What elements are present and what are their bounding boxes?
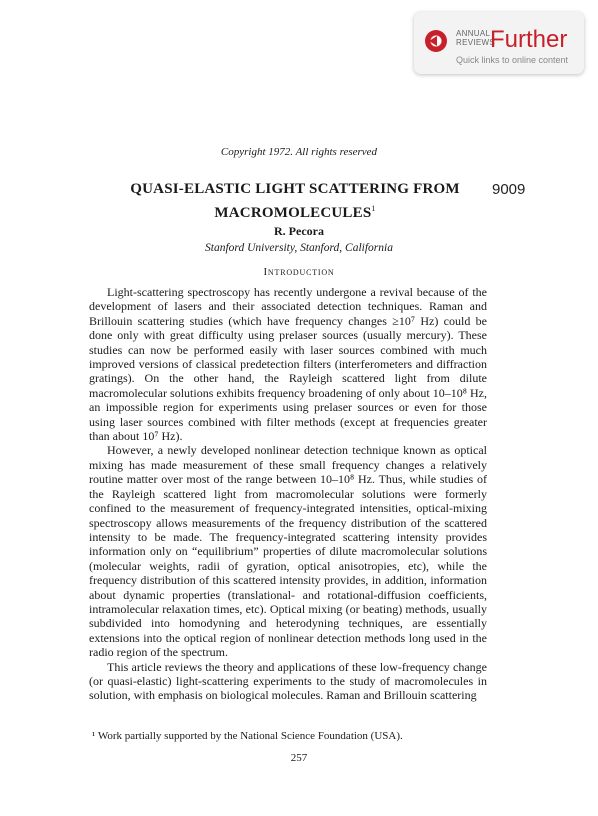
annual-reviews-further-badge[interactable] xyxy=(414,12,584,74)
copyright-notice: Copyright 1972. All rights reserved xyxy=(220,146,378,158)
author-affiliation: Stanford University, Stanford, California xyxy=(205,242,393,254)
article-body xyxy=(89,285,487,703)
badge-subtitle: Quick links to online content xyxy=(456,55,569,65)
badge-annual-text: ANNUAL xyxy=(456,29,491,38)
handwritten-tag: 9009 xyxy=(492,181,526,198)
annual-reviews-logo-icon xyxy=(425,30,447,52)
footnote: ¹ Work partially supported by the National Science Foundation (USA). xyxy=(92,730,403,742)
title-line-2: MACROMOLECULES xyxy=(214,205,372,221)
badge-reviews-text: REVIEWS xyxy=(456,38,495,47)
page-number: 257 xyxy=(290,752,308,764)
title-line-1: QUASI-ELASTIC LIGHT SCATTERING FROM xyxy=(130,181,460,197)
author-name: R. Pecora xyxy=(274,224,324,238)
section-heading: Introduction xyxy=(263,266,335,278)
paragraph-3: This article reviews the theory and applications of these low-frequency change (or quasi-elastic) light-scattering experiments to the study of macromolecules in solution, with emphasis on biological molecules. Raman and Brillouin scattering xyxy=(89,659,487,703)
title-footnote-mark: 1 xyxy=(371,204,376,213)
article-title xyxy=(60,180,530,223)
paragraph-2: However, a newly developed nonlinear detection technique known as optical mixing has made measurement of these small frequency changes a relatively routine matter over most of the range between 10–10⁸ Hz. Thus, while studies of the Rayleigh scattered light from macromolecular solutions were formerly confined to the measurement of frequency-integrated intensities, optical-mixing spectroscopy allows measurements of the frequency distribution of the scattered intensity to be made. The frequency-integrated scattering intensity provides information only on “equilibrium” properties of dilute macromolecular solutions (molecular weights, radii of gyration, optical anisotropies, etc), while the frequency distribution of this scattered intensity provides, in addition, information about dynamic properties (translational- and rotational-diffusion coefficients, intramolecular relaxation times, etc). Optical mixing (or beating) methods, usually subdivided into homodyning and heterodyning techniques, are essentially extensions into the optical region of nonlinear detection methods long used in the radio region of the spectrum. xyxy=(89,443,487,660)
paragraph-1: Light-scattering spectroscopy has recently undergone a revival because of the development of lasers and their associated detection techniques. Raman and Brillouin scattering studies (which have frequency changes ≥10⁷ Hz) could be done only with great difficulty using prelaser sources (usually mercury). These studies can now be performed easily with laser sources combined with much improved versions of classical predetection filters (interferometers and diffraction gratings). On the other hand, the Rayleigh scattered light from dilute macromolecular solutions exhibits frequency broadening of only about 10–10⁸ Hz, an impossible region for experiments using prelaser sources or even for those using laser sources combined with filter methods (except at frequencies greater than about 10⁷ Hz). xyxy=(89,285,487,444)
badge-further-text: Further xyxy=(490,26,568,53)
